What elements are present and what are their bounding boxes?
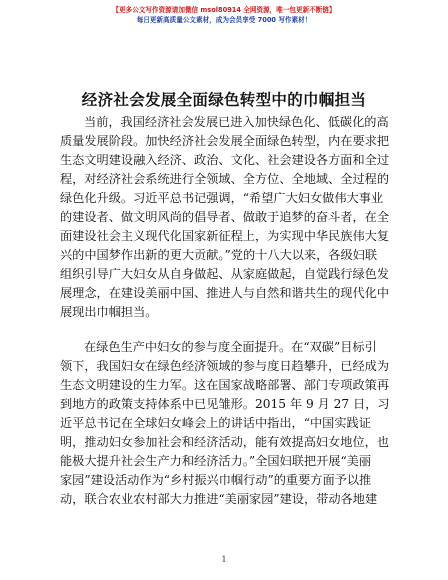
body-text-line: 能极大提升社会生产力和经济活力。”全国妇联把开展“美丽 xyxy=(60,454,372,468)
body-text-line: 面建设社会主义现代化国家新征程上，为实现中华民族伟大复 xyxy=(60,229,390,243)
promo-banner-line-1: 【更多公文写作资源请加微信 msol80914 全网资源，唯一包更新不断链】 xyxy=(112,6,336,14)
body-text-line: 在绿色生产中妇女的参与度全面提升。在“双碳”目标引 xyxy=(84,340,377,354)
promo-banner-line-2: 每日更新高质量公文素材，成为会员享受 7000 写作素材！ xyxy=(136,16,312,24)
body-text-line: 组织引导广大妇女从自身做起、从家庭做起，自觉践行绿色发 xyxy=(60,267,390,281)
body-text-line: 到地方的政策支持体系中已见雏形。2015 年 9 月 27 日，习 xyxy=(60,397,390,411)
body-text-line: 明，推动妇女参加社会和经济活动，能有效提高妇女地位，也 xyxy=(60,435,390,449)
body-text-line: 绿色化升级。习近平总书记强调，“希望广大妇女做伟大事业 xyxy=(60,191,384,205)
body-text-line: 家园”建设活动作为“乡村振兴巾帼行动”的重要方面予以推 xyxy=(60,473,372,487)
body-text-line: 领下，我国妇女在绿色经济领域的参与度日趋攀升，已经成为 xyxy=(60,359,390,373)
body-text-line: 展现出巾帼担当。 xyxy=(60,305,158,319)
document-title: 经济社会发展全面绿色转型中的巾帼担当 xyxy=(81,91,367,109)
body-text-line: 兴的中国梦作出新的更大贡献。”党的十八大以来，各级妇联 xyxy=(60,248,378,262)
promo-banner xyxy=(0,5,448,25)
body-text-line: 展理念，在建设美丽中国、推进人与自然和谐共生的现代化中 xyxy=(60,286,390,300)
body-text-line: 程，对经济社会系统进行全领域、全方位、全地域、全过程的 xyxy=(60,172,390,186)
body-text-line: 质量发展阶段。加快经济社会发展全面绿色转型，内在要求把 xyxy=(60,134,390,148)
body-text-line: 动，联合农业农村部大力推进“美丽家园”建设，带动各地建 xyxy=(60,492,378,506)
body-text-line: 生态文明建设融入经济、政治、文化、社会建设各方面和全过 xyxy=(60,153,390,167)
body-text-line: 近平总书记在全球妇女峰会上的讲话中指出，“中国实践证 xyxy=(60,416,371,430)
body-text-line: 当前，我国经济社会发展已进入加快绿色化、低碳化的高 xyxy=(84,115,389,129)
body-text-line: 的建设者、做文明风尚的倡导者、做敢于追梦的奋斗者，在全 xyxy=(60,210,390,224)
body-text-line: 生态文明建设的生力军。这在国家战略部署、部门专项政策再 xyxy=(60,378,390,392)
page-number: 1 xyxy=(221,555,227,564)
